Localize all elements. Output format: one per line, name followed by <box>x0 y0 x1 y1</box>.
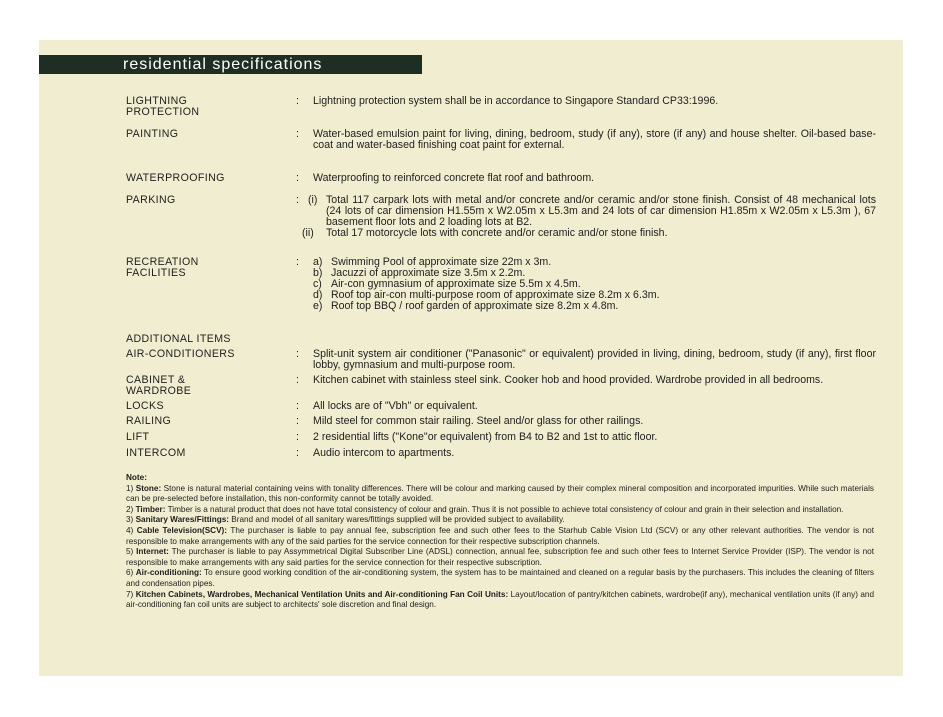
note-item: 5) Internet: The purchaser is liable to pay Assymmetrical Digital Subscriber Line (ADSL) connection, annual fee, subscription fee and such other fees to Internet Service Provider (ISP). The vendor is not responsible to make arrangements with any said parties for the service connection for their respective subscription. <box>126 547 874 567</box>
notes-heading: Note: <box>126 473 147 482</box>
note-item: 4) Cable Television(SCV): The purchaser is liable to pay annual fee, subscription fee and such other fees to the Starhub Cable Vision Ltd (SCV) or any other relevant authorities. The vendor is not responsible to make arrangements with any of the said parties for the service connection for their respective subscription channels. <box>126 525 874 546</box>
list-item <box>308 195 876 228</box>
spec-colon: : <box>296 256 299 268</box>
spec-value: Kitchen cabinet with stainless steel sink. Cooker hob and hood provided. Wardrobe provided in all bedrooms. <box>313 374 824 386</box>
spec-label: RECREATION FACILITIES <box>126 256 199 279</box>
spec-value: Mild steel for common stair railing. Steel and/or glass for other railings. <box>313 415 644 427</box>
spec-colon: : <box>296 128 299 140</box>
spec-value: Audio intercom to apartments. <box>313 447 455 459</box>
item-number: (ii) <box>302 227 314 239</box>
spec-colon: : <box>296 431 299 443</box>
item-number: d) <box>313 289 323 301</box>
spec-colon: : <box>296 415 299 427</box>
spec-colon: : <box>296 447 299 459</box>
spec-label: PARKING <box>126 194 176 206</box>
title-banner <box>39 55 422 74</box>
spec-value: Split-unit system air conditioner ("Panasonic" or equivalent) provided in living, dining, bedroom, study (if any), first floor lobby, gymnasium and multi-purpose room. <box>313 348 876 371</box>
item-text: Roof top BBQ / roof garden of approximate size 8.2m x 4.8m. <box>331 300 619 312</box>
spec-value: All locks are of "Vbh" or equivalent. <box>313 400 478 412</box>
note-item: 3) Sanitary Wares/Fittings: Brand and model of all sanitary wares/fittings supplied will be provided subject to availability. <box>126 515 565 525</box>
spec-colon: : <box>296 348 299 360</box>
spec-value: Water-based emulsion paint for living, dining, bedroom, study (if any), store (if any) and house shelter. Oil-based base-coat and water-based finishing coat paint for external. <box>313 128 876 151</box>
spec-colon: : <box>296 95 299 107</box>
spec-label: CABINET & WARDROBE <box>126 374 192 397</box>
page-title: residential specifications <box>123 56 323 73</box>
section-heading-additional-items: ADDITIONAL ITEMS <box>126 333 231 345</box>
spec-label: LIFT <box>126 431 150 443</box>
spec-label: WATERPROOFING <box>126 172 225 184</box>
item-number: (i) <box>308 194 318 206</box>
note-item: 7) Kitchen Cabinets, Wardrobes, Mechanical Ventilation Units and Air-conditioning Fan Coil Units: Layout/location of pantry/kitchen cabinets, wardrobe(if any), mechanical ventilation units (if any) and air-conditioning fan coil units are subject to architects' sole discretion and final design. <box>126 589 874 610</box>
item-text: Total 117 carpark lots with metal and/or concrete and/or ceramic and/or stone finish. Consist of 48 mechanical lots (24 lots of car dimension H1.55m x W2.05m x L5.3m and 24 lots of car dimension H1.85m x W2.05m x L5.3m ), 67 basement floor lots and 2 loading lots at B2. <box>326 194 876 228</box>
notes-section <box>126 473 874 611</box>
spec-label: AIR-CONDITIONERS <box>126 348 235 360</box>
item-text: Air-con gymnasium of approximate size 5.5m x 4.5m. <box>331 278 581 290</box>
spec-colon: : <box>296 374 299 386</box>
note-item: 2) Timber: Timber is a natural product that does not have total consistency of colour and grain. Thus it is not possible to achieve total consistency of colour and grain in their selection and installation. <box>126 504 844 514</box>
item-text: Jacuzzi of approximate size 3.5m x 2.2m. <box>331 267 526 279</box>
list-item <box>302 227 876 239</box>
spec-label: RAILING <box>126 415 172 427</box>
spec-label: LOCKS <box>126 400 164 412</box>
item-text: Total 17 motorcycle lots with concrete and/or ceramic and/or stone finish. <box>326 227 668 239</box>
spec-value: Lightning protection system shall be in accordance to Singapore Standard CP33:1996. <box>313 95 719 107</box>
spec-colon: : <box>296 172 299 184</box>
spec-label: INTERCOM <box>126 447 186 459</box>
note-item: 6) Air-conditioning: To ensure good working condition of the air-conditioning system, the system has to be maintained and cleaned on a regular basis by the purchasers. This includes the cleaning of filters and condensation pipes. <box>126 568 874 588</box>
spec-colon: : <box>296 194 299 206</box>
spec-label: LIGHTNING PROTECTION <box>126 95 200 118</box>
item-number: e) <box>313 300 323 312</box>
item-text: Roof top air-con multi-purpose room of approximate size 8.2m x 6.3m. <box>331 289 660 301</box>
spec-label: PAINTING <box>126 128 179 140</box>
item-number: a) <box>313 256 323 268</box>
item-number: b) <box>313 267 323 279</box>
spec-value: Waterproofing to reinforced concrete flat roof and bathroom. <box>313 172 595 184</box>
item-text: Swimming Pool of approximate size 22m x 3m. <box>331 256 552 268</box>
list-item <box>313 301 876 312</box>
spec-value <box>302 194 876 239</box>
note-item: 1) Stone: Stone is natural material containing veins with tonality differences. There will be colour and marking caused by their complex mineral composition and incorporated impurities. While such materials can be pre-selected before installation, this non-conformity cannot be totally avoided. <box>126 483 875 504</box>
spec-value <box>313 257 876 312</box>
spec-colon: : <box>296 400 299 412</box>
spec-value: 2 residential lifts ("Kone"or equivalent) from B4 to B2 and 1st to attic floor. <box>313 431 658 443</box>
item-number: c) <box>313 278 322 290</box>
